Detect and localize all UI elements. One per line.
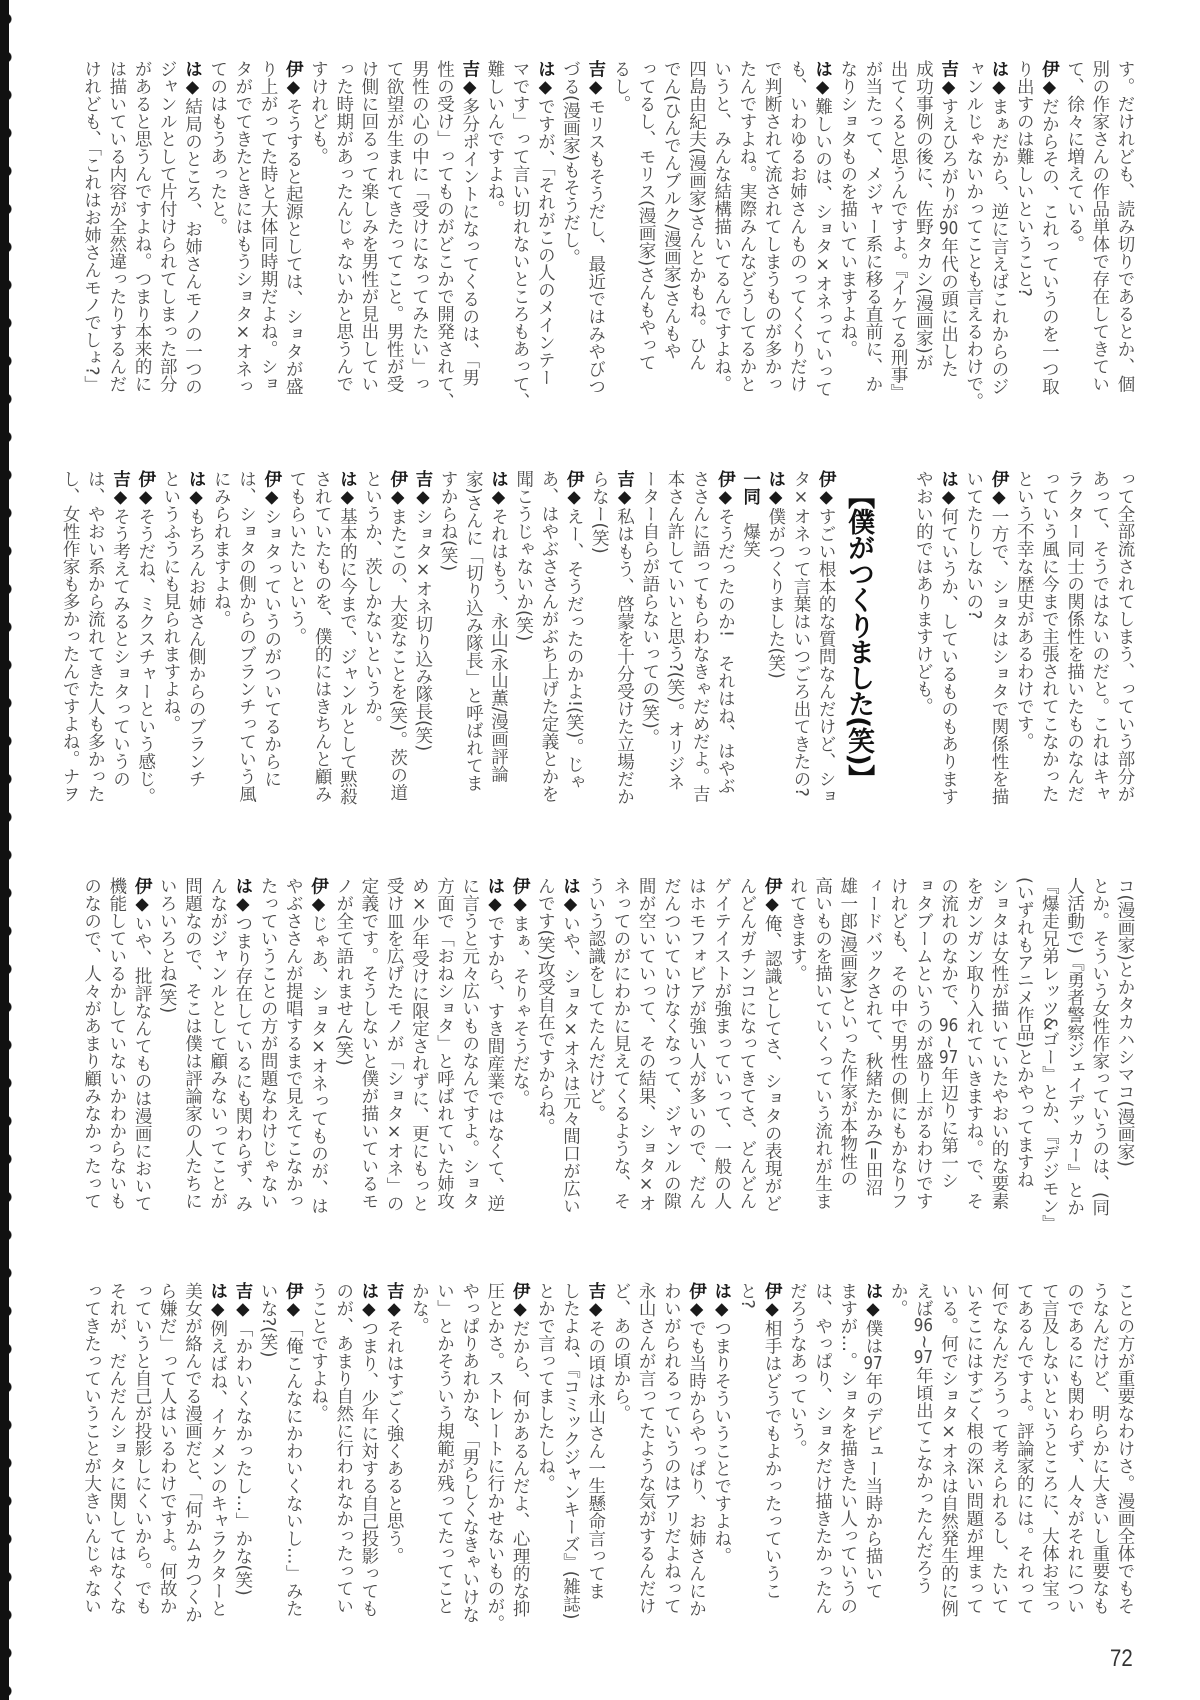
text-column: ショタは女性が描いていたやおい的な要素 [988,877,1009,1210]
speaker-label: 伊◆ [564,470,585,508]
text-column: 伊◆だからその、これっていうのを一つ取 [1039,60,1060,395]
text-column: たんですよね。実際みんなどうしてるかと [736,60,757,393]
speaker-label: 吉◆ [232,1282,253,1320]
text-column: ういう認識をしてたんだけど。 [585,877,606,1122]
text-column: ネってのがにわかに見えてくるような、そ [610,877,631,1210]
text-column: 本さん許していいと思う?(笑)。オリジネ [664,470,685,791]
text-column: て、徐々に増えている。 [1064,60,1085,253]
text-column: うなんだけど、明らかに大きいし重要なも [1089,1282,1110,1615]
text-column: は◆いや、ショタ×オネは元々間口が広い [560,877,581,1215]
text-column: だろうなあっていう。 [787,1282,808,1457]
speaker-label: 吉◆ [585,1282,606,1320]
text-column: だんついていけなくなって、ジャンルの隙 [661,877,682,1210]
text-column: は◆僕がつくりました(笑) [765,470,786,679]
text-column: は◆結局のところ、お姉さんモノの一つの [182,60,203,395]
text-column: は◆つまり、少年に対する自己投影っても [358,1282,379,1617]
speaker-label: 吉◆ [412,470,433,508]
text-column: タがでてきたときにはもうショタ×オネっ [232,60,253,395]
text-column: たっていうことの方が問題なわけじゃない [258,877,279,1210]
text-column: は◆例えばね、イケメンのキャラクターと [207,1282,228,1617]
text-column: かな。 [409,1282,430,1335]
text-column: ことの方が重要なわけさ。漫画全体でもそ [1115,1282,1135,1615]
text-column: て言及しないというところに、大体お宝っ [1039,1282,1060,1615]
speaker-label: 伊◆ [283,60,304,98]
speaker-label: 伊◆ [1039,60,1060,98]
text-column: り上がってた時と大体同時期だよね。ショ [258,60,279,393]
text-column: は描いている内容が全然違ったりするんだ [106,60,127,393]
text-column: ィードバックされて、秋緒たかみ(=田沼 [862,877,883,1196]
speaker-label: 伊◆ [762,877,783,915]
text-column: ささんに語ってもらわなきゃだめだよ。吉 [690,470,711,803]
speaker-label: は◆ [535,60,556,98]
text-tier-2 [57,470,1137,830]
speaker-label: は◆ [812,60,833,98]
text-column: いうと、みんな結構描いてるんですよね。 [711,60,732,393]
text-column: 永山さんが言ってたような気がするんだけ [636,1282,657,1615]
text-column: 方面で「おねショタ」と呼ばれていた姉攻 [434,877,455,1210]
text-column: のが、あまり自然に行われなかったってい [333,1282,354,1615]
text-column: 高いものを描いていくっていう流れが生ま [812,877,833,1210]
text-column: があると思うんですよね。つまり本来的に [132,60,153,393]
text-column: 伊◆まぁ、そりゃそうだな。 [510,877,531,1107]
text-column: やっぱりあれかな、「男らしくなきゃいけな [459,1282,480,1624]
text-column: 伊◆「俺こんなにかわいくないし…」みた [283,1282,304,1617]
text-column: は、やおい系から流れてきた人も多かった [85,470,106,803]
number: 96 [913,1317,933,1335]
speaker-label: は◆ [186,470,207,508]
speaker-label: は◆ [711,1282,732,1320]
text-column: という不幸な歴史があるわけです。 [1014,470,1035,750]
text-column: 吉◆「かわいくなかったし…」かな(笑) [232,1282,253,1596]
text-column: は◆つまりそういうことですよね。 [711,1282,732,1565]
text-column: いろいろとね(笑) [157,877,178,1014]
text-column: っていうと自己が投影しにくいから。でも [132,1282,153,1615]
text-column: 伊◆一方で、ショタはショタで関係性を描 [988,470,1009,805]
speaker-label: 吉◆ [110,470,131,508]
speaker-label: は◆ [765,470,786,508]
text-column: やおい的ではありますけども。 [913,470,934,715]
text-column: とか。そういう女性作家っていうのは、(同 [1089,877,1110,1217]
text-column: 伊◆じゃあ、ショタ×オネってものが、は [308,877,329,1215]
text-column: 機能しているかしていないかわからないも [106,877,127,1210]
text-column: で判断されて流されてしまうものが多かっ [762,60,783,393]
speaker-label: は◆ [358,1282,379,1320]
page-binding-edge [0,0,9,1700]
speaker-label: 吉◆ [585,60,606,98]
text-column: 吉◆私はもう、啓蒙を十分受けた立場だか [614,470,635,805]
text-column: 家)さんに「切り込み隊長」と呼ばれてま [463,470,484,792]
text-column: ゲイテイストが強まっていって、一般の人 [711,877,732,1210]
text-column: それが、だんだんショタに関してはなくな [106,1282,127,1615]
text-column: ジャンルとして片付けられてしまった部分 [157,60,178,393]
text-column: 成功事例の後に、佐野タカシ(漫画家)が [913,60,934,372]
text-column: れてきます。 [787,877,808,982]
text-column: 聞こうじゃないか(笑) [513,470,534,642]
text-column: のであるにも関わらず、人々がそれについ [1064,1282,1085,1615]
text-column: 伊◆ショタっていうのがついてるからに [261,470,282,788]
text-column: いてたりしないの? [963,470,984,620]
text-column: んどんガチンコになってきてさ、どんどん [736,877,757,1210]
text-column: は、やっぱり、ショタだけ描きたかったん [812,1282,833,1615]
speaker-label: は◆ [232,877,253,915]
text-column: のなので、人々があまり顧みなかったって [81,877,102,1210]
speaker-label: は◆ [938,470,959,508]
text-column: ノが全て語れません(笑) [333,877,354,1066]
speaker-label: 伊◆ [686,1282,707,1320]
text-column: は◆基本的に今まで、ジャンルとして黙殺 [337,470,358,805]
text-column: るし。 [610,60,631,113]
speaker-label: 吉◆ [614,470,635,508]
number: 97 [913,1349,933,1367]
page-number: 72 [1110,1645,1133,1672]
text-column: った時期があったんじゃないかと思うんで [333,60,354,393]
text-column: 出てくると思うんですよ。『イケてる刑事』 [888,60,909,402]
speaker-label: は◆ [207,1282,228,1320]
text-column: り出すのは難しいということ? [1014,60,1035,297]
speaker-label: 伊◆ [510,1282,531,1320]
text-column: けれども、その中で男性の側にもかなりフ [888,877,909,1210]
text-column: 別の作家さんの作品単体で存在してきてい [1089,60,1110,393]
text-column: ーター自らが語らないっての(笑)。 [639,470,660,747]
text-column: マです」って言い切れないところもあって、 [510,60,531,410]
text-column: ラクター同士の関係性を描いたものなんだ [1064,470,1085,803]
text-column: 伊◆だから、何かあるんだよ、心理的な抑 [510,1282,531,1617]
text-column: やぶささんが提唱するまで見えてこなかっ [283,877,304,1210]
text-column: し、女性作家も多かったんですよね。ナヲ [60,470,81,803]
text-column: 伊◆そうすると起源としては、ショタが盛 [283,60,304,395]
text-column: コ(漫画家)とかタカハシマコ(漫画家) [1115,877,1135,1167]
text-column: わいがられるっていうのはアリだよねって [661,1282,682,1615]
text-column: 吉◆そう考えてみるとショタっていうの [110,470,131,788]
text-column: って全部流されてしまう、っていう部分が [1115,470,1135,803]
text-column: ョタブームというのが盛り上がるわけです [913,877,934,1210]
text-column: いる。何でショタ×オネは自然発生的に例 [938,1282,959,1617]
text-column: なりショタものを描いていますよね。 [837,60,858,358]
number: 90 [938,220,959,238]
speaker-label: 伊◆ [283,1282,304,1320]
text-column: したよね、『コミックジャンキーズ』(雑誌) [560,1282,581,1620]
text-column: されていたものを、僕的にはきちんと顧み [312,470,333,803]
text-column: 一同 爆笑 [740,470,761,558]
text-column: 男性の心の中に「受けになってみたい」っ [409,60,430,393]
text-column: 難しいんですよね。 [484,60,505,218]
speaker-label: は◆ [484,877,505,915]
text-column: てあるんですよ。評論家的には。それって [1014,1282,1035,1615]
speaker-label: 伊◆ [762,1282,783,1320]
text-column: は◆それはもう、永山(永山薫/漫画評論 [488,470,509,783]
text-column: か。 [888,1282,909,1317]
text-column: (いずれもアニメ作品)とかやってますね [1014,877,1035,1189]
speaker-label: 伊◆ [816,470,837,508]
text-column: は◆もちろんお姉さん側からのブランチ [186,470,207,788]
text-column: づる(漫画家)もそうだし。 [560,60,581,267]
section-heading: 【僕がつくりました(笑)】 [843,482,875,791]
text-column: あって、そうではないのだと。これはキャ [1089,470,1110,803]
speaker-label: は◆ [337,470,358,508]
text-column: てのはもうあったと。 [207,60,228,235]
speaker-label: 伊◆ [387,470,408,508]
text-column: っていう風に今まで主張されてこなかった [1039,470,1060,803]
text-column: ってるし、モリス(漫画家)さんもやって [636,60,657,372]
text-column: 吉◆それはすごく強くあると思う。 [384,1282,405,1565]
text-column: に言うと元々広いものなんですよ。ショタ [459,877,480,1210]
text-column: 吉◆すえひろがりが90年代の頭に出した [938,60,959,378]
text-column: 『爆走兄弟レッツ&ゴー』とか、『デジモン』 [1039,877,1060,1232]
text-column: はホモフォビアが強い人が多いので、だん [686,877,707,1210]
text-column: 問題なので、そこは僕は評論家の人たちに [182,877,203,1210]
speaker-label: 伊◆ [135,470,156,508]
speaker-label: 伊◆ [261,470,282,508]
text-column: 何でなんだろうって考えられるし、たいて [988,1282,1009,1615]
speaker-label: 伊◆ [308,877,329,915]
number: 96 [938,1017,959,1035]
text-column: は◆つまり存在しているにも関わらず、み [232,877,253,1212]
text-column: ャンルじゃないかってことも言えるわけで。 [963,60,984,410]
speaker-label: 伊◆ [988,470,1009,508]
speaker-label: 吉◆ [938,60,959,98]
text-column: て欲望が生まれてきたってこと。男性が受 [384,60,405,393]
text-tier-1 [78,60,1137,420]
text-column: め×少年受けに限定されずに、更にもっと [409,877,430,1212]
text-column: 伊◆でも当時からやっぱり、お姉さんにか [686,1282,707,1617]
text-column: んです(笑)攻受自在ですからね。 [535,877,556,1136]
text-column: は◆難しいのは、ショタ×オネっていって [812,60,833,398]
text-column: も、いわゆるお姉さんものってくくりだけ [787,60,808,393]
text-column: 性の受け」ってものがどこかで開発されて、 [434,60,455,410]
text-column: ってきたっていうことが大きいんじゃない [81,1282,102,1615]
text-column: 伊◆俺、認識としてさ、ショタの表現がど [762,877,783,1212]
text-column: タ×オネって言葉はいつごろ出てきたの? [790,470,811,797]
speaker-label: は◆ [988,60,1009,98]
text-column: んながジャンルとして顧みないってことが [207,877,228,1210]
text-column: 定義です。そうしないと僕が描いているモ [358,877,379,1210]
text-column: いな?(笑) [258,1282,279,1358]
speaker-label: 吉◆ [459,60,480,98]
speaker-label: は◆ [862,1282,883,1320]
text-column: ますが…。ショタを描きたい人っていうの [837,1282,858,1615]
text-column: は◆ですが、「それがこの人のメインテー [535,60,556,387]
text-column: をガンガン取り入れていきますね。で、そ [963,877,984,1210]
text-column: 吉◆モリスもそうだし、最近ではみやびつ [585,60,606,395]
text-tier-3 [78,877,1137,1237]
text-column: とかで言ってましたしね。 [535,1282,556,1492]
text-column: うことですよね。 [308,1282,329,1422]
text-column: 受け皿を広げたモノが「ショタ×オネ」の [384,877,405,1212]
text-column: 圧とかさ。ストレートに行かせないものが。 [484,1282,505,1632]
text-column: 伊◆いや、批評なんてものは漫画において [132,877,153,1212]
speaker-label: 伊◆ [132,877,153,915]
text-column: と? [736,1282,757,1309]
text-column: す。だけれども、読み切りであるとか、個 [1115,60,1135,393]
text-column: ら嫌だ」って人はいるわけですよ。何故か [157,1282,178,1615]
number: 97 [863,1354,883,1372]
speaker-label: 伊◆ [715,470,736,508]
speaker-label: 吉◆ [384,1282,405,1320]
text-column: は◆ですから、すき間産業ではなくて、逆 [484,877,505,1212]
text-tier-4 [78,1282,1137,1642]
text-column: 美女が絡んでる漫画だと、「何かムカつくか [182,1282,203,1624]
speaker-label: は◆ [560,877,581,915]
text-column: 吉◆その頃は永山さん一生懸命言ってま [585,1282,606,1600]
text-column: 間が空いていって、その結果、ショタ×オ [636,877,657,1212]
text-column: というふうにも見られますよね。 [160,470,181,733]
speaker-label: 一同 [740,470,761,505]
text-column: 伊◆またこの、大変なことを(笑)。茨の道 [387,470,408,802]
text-column: 伊◆えー、そうだったのかよ!(笑)。じゃ [564,470,585,791]
text-column: すからね(笑) [438,470,459,572]
text-column: の流れのなかで、96~97年辺りに第一シ [938,877,959,1190]
text-column: 吉◆多分ポイントになってくるのは、「男 [459,60,480,387]
text-column: 伊◆すごい根本的な質問なんだけど、ショ [816,470,837,805]
text-column: は◆まぁだから、逆に言えばこれからのジ [988,60,1009,395]
text-column: 伊◆そうだったのか! それはね、はやぶ [715,470,736,795]
text-column: あ、はやぶささんがぶち上げた定義とかを [538,470,559,803]
text-column: け側に回るって楽しみを男性が見出してい [358,60,379,393]
text-column: すけれども。 [308,60,329,165]
text-column: 雄一郎/漫画家)といった作家が本物性の [837,877,858,1188]
text-column: い」とかそういう規範が残ってたってこと [434,1282,455,1615]
text-column: てもらいたいという。 [286,470,307,645]
speaker-label: 伊◆ [510,877,531,915]
text-column: らなー(笑) [589,470,610,554]
text-column: は◆僕は97年のデビュー当時から描いて [862,1282,883,1600]
number: 97 [938,1049,959,1067]
text-column: でん(ひんでんブルク/漫画家)さんもや [661,60,682,360]
text-column: 人活動で)『勇者警察ジェイデッカー』とか [1064,877,1085,1217]
text-column: 伊◆相手はどうでもよかったっていうこ [762,1282,783,1600]
text-column: というか、茨しかないというか。 [362,470,383,733]
text-column: 伊◆そうだね、ミクスチャーという感じ。 [135,470,156,805]
text-column: は、ショタの側からのブランチっていう風 [236,470,257,803]
text-column: にみられますよね。 [211,470,232,628]
text-column: は◆何ていうか、しているものもあります [938,470,959,805]
text-column: えば96~97年頃出てこなかったんだろう [913,1282,934,1595]
text-column: 四島由紀夫(漫画家)さんとかもね。ひん [686,60,707,372]
text-column: いそこにはすごく根の深い問題が埋まって [963,1282,984,1615]
speaker-label: は◆ [182,60,203,98]
text-column: が当たって、メジャー系に移る直前に、か [862,60,883,393]
text-column: ど、あの頃から。 [610,1282,631,1422]
text-column: 吉◆ショタ×オネ切り込み隊長(笑) [412,470,433,752]
speaker-label: は◆ [488,470,509,508]
text-column: けれども、「これはお姉さんモノでしょ?」 [81,60,102,394]
